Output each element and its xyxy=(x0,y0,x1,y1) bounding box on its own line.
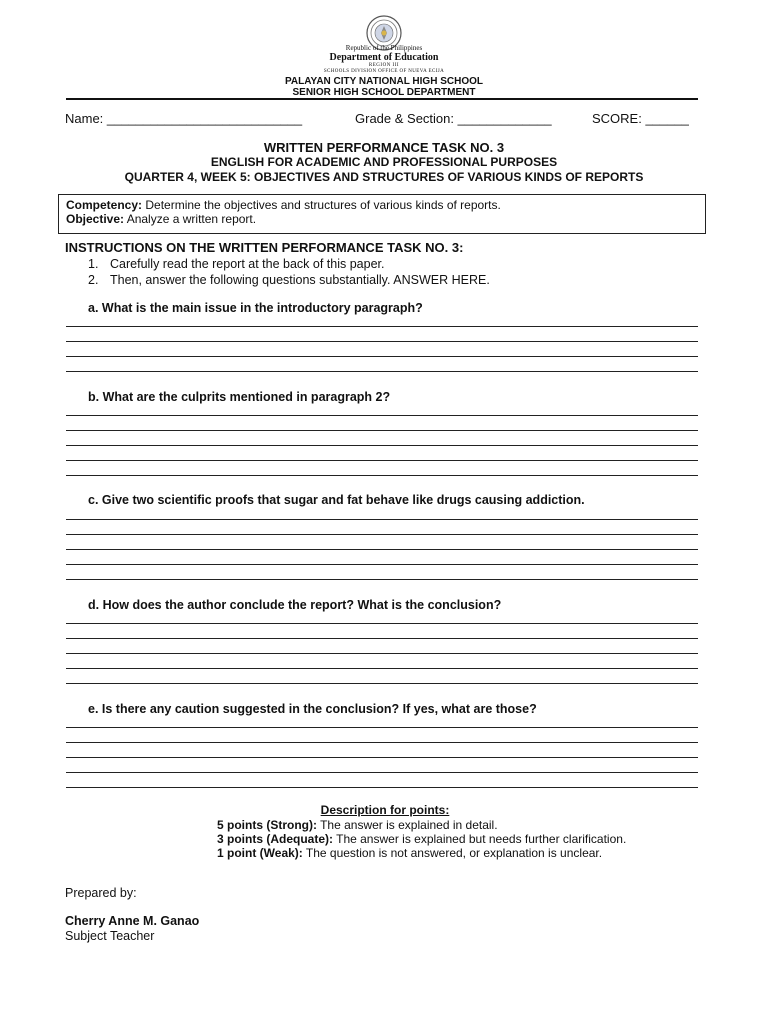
answer-line[interactable] xyxy=(66,430,698,431)
objective-line xyxy=(66,212,698,226)
answer-line[interactable] xyxy=(66,772,698,773)
answer-line[interactable] xyxy=(66,415,698,416)
answer-line[interactable] xyxy=(66,356,698,357)
teacher-role: Subject Teacher xyxy=(65,929,155,943)
question-e: e. Is there any caution suggested in the conclusion? If yes, what are those? xyxy=(88,702,537,716)
department-line: Department of Education xyxy=(329,52,439,63)
answer-line[interactable] xyxy=(66,371,698,372)
region-line: REGION III xyxy=(368,63,400,68)
answer-line[interactable] xyxy=(66,475,698,476)
score-field[interactable]: SCORE: ______ xyxy=(592,111,689,126)
answer-line[interactable] xyxy=(66,653,698,654)
competency-line xyxy=(66,198,698,212)
header-divider xyxy=(66,98,698,100)
republic-line: Republic of the Philippines xyxy=(345,44,423,52)
answer-line[interactable] xyxy=(66,341,698,342)
question-c: c. Give two scientific proofs that sugar and fat behave like drugs causing addiction. xyxy=(88,493,585,507)
name-field[interactable]: Name: ___________________________ xyxy=(65,111,303,126)
competency-box xyxy=(58,194,706,234)
question-d: d. How does the author conclude the report? What is the conclusion? xyxy=(88,598,502,612)
answer-line[interactable] xyxy=(66,326,698,327)
answer-line[interactable] xyxy=(66,683,698,684)
division-line: SCHOOLS DIVISION OFFICE OF NUEVA ECIJA xyxy=(323,69,445,74)
answer-line[interactable] xyxy=(66,534,698,535)
answer-line[interactable] xyxy=(66,549,698,550)
school-name: PALAYAN CITY NATIONAL HIGH SCHOOL xyxy=(285,76,483,87)
instructions-heading: INSTRUCTIONS ON THE WRITTEN PERFORMANCE TASK NO. 3: xyxy=(65,240,464,255)
answer-line[interactable] xyxy=(66,519,698,520)
instruction-item: 2. Then, answer the following questions substantially. ANSWER HERE. xyxy=(88,273,490,287)
answer-line[interactable] xyxy=(66,638,698,639)
points-item: 3 points (Adequate): The answer is explained but needs further clarification. xyxy=(217,832,627,846)
task-title: WRITTEN PERFORMANCE TASK NO. 3 xyxy=(263,140,505,155)
answer-line[interactable] xyxy=(66,757,698,758)
grade-section-field[interactable]: Grade & Section: _____________ xyxy=(355,111,552,126)
quarter-title: QUARTER 4, WEEK 5: OBJECTIVES AND STRUCTURES OF VARIOUS KINDS OF REPORTS xyxy=(124,170,644,184)
question-a: a. What is the main issue in the introductory paragraph? xyxy=(88,301,423,315)
answer-line[interactable] xyxy=(66,727,698,728)
competency-text: Determine the objectives and structures of various kinds of reports. xyxy=(142,198,501,212)
competency-label: Competency: xyxy=(66,198,143,212)
answer-line[interactable] xyxy=(66,579,698,580)
subject-title: ENGLISH FOR ACADEMIC AND PROFESSIONAL PURPOSES xyxy=(210,155,558,169)
answer-line[interactable] xyxy=(66,564,698,565)
points-item: 1 point (Weak): The question is not answered, or explanation is unclear. xyxy=(217,846,603,860)
teacher-name: Cherry Anne M. Ganao xyxy=(65,914,200,928)
objective-label: Objective: xyxy=(66,212,125,226)
answer-line[interactable] xyxy=(66,623,698,624)
answer-line[interactable] xyxy=(66,445,698,446)
department-name: SENIOR HIGH SCHOOL DEPARTMENT xyxy=(292,87,476,98)
prepared-by-label: Prepared by: xyxy=(65,886,137,900)
instruction-item: 1. Carefully read the report at the back of this paper. xyxy=(88,257,385,271)
question-b: b. What are the culprits mentioned in paragraph 2? xyxy=(88,390,391,404)
objective-text: Analyze a written report. xyxy=(124,212,257,226)
answer-line[interactable] xyxy=(66,787,698,788)
answer-line[interactable] xyxy=(66,668,698,669)
answer-line[interactable] xyxy=(66,460,698,461)
answer-line[interactable] xyxy=(66,742,698,743)
points-item: 5 points (Strong): The answer is explained in detail. xyxy=(217,818,498,832)
description-heading: Description for points: xyxy=(320,803,450,817)
